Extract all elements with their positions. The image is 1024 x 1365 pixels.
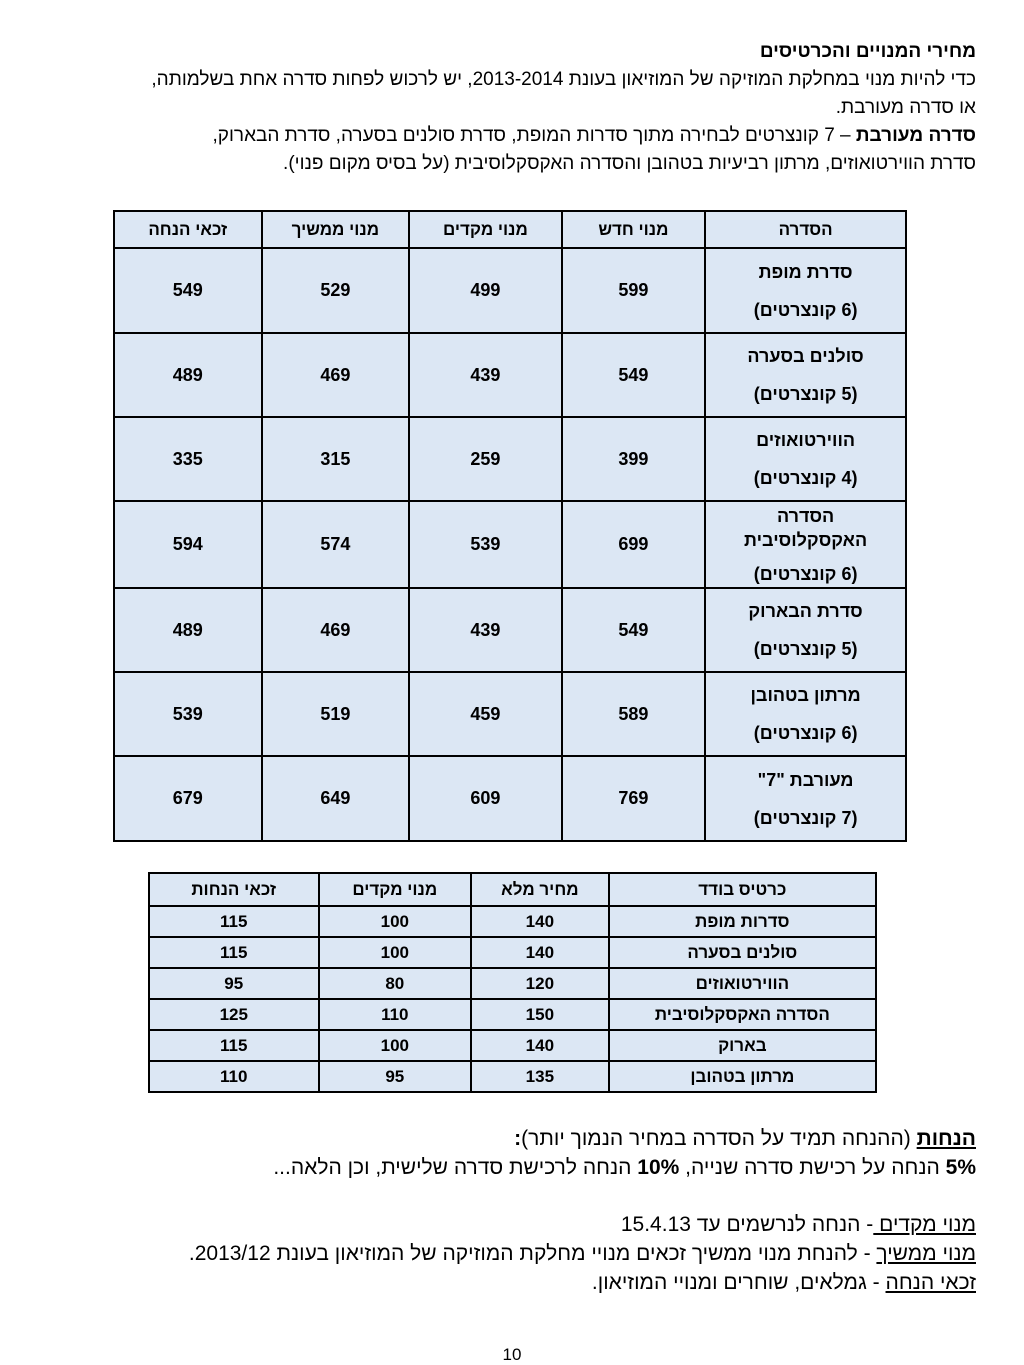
eligible-term: זכאי הנחה: [885, 1271, 976, 1294]
price-discount: 115: [149, 937, 319, 968]
price-discount: 549: [114, 248, 262, 333]
price-early: 100: [319, 906, 472, 937]
discount-5-pct: 5%: [945, 1156, 976, 1179]
price-early: 95: [319, 1061, 472, 1092]
series-cell: [705, 417, 906, 501]
eligible-definition: [36, 1268, 976, 1297]
price-discount: 115: [149, 906, 319, 937]
table-row: [114, 333, 906, 417]
discounts-title: הנחות: [916, 1127, 976, 1150]
subscription-prices-table: [113, 210, 907, 842]
table-row: [114, 756, 906, 841]
discounts-colon: :: [514, 1127, 522, 1150]
table-row: [149, 937, 876, 968]
price-full: 140: [471, 937, 609, 968]
table-row: [114, 501, 906, 588]
header-early-subscription: מנוי מקדים: [409, 211, 562, 248]
series-name: הסדרה האקסקלוסיבית: [744, 505, 868, 550]
price-early: 110: [319, 999, 472, 1030]
page-title: מחירי המנויים והכרטיסים: [759, 41, 976, 62]
series-cell: [705, 501, 906, 588]
renew-definition: [36, 1239, 976, 1268]
price-early: 100: [319, 937, 472, 968]
ticket-series-name: בארוק: [609, 1030, 876, 1061]
header-early-subscription: מנוי מקדים: [319, 873, 472, 906]
price-discount: 489: [114, 333, 262, 417]
price-full: 120: [471, 968, 609, 999]
mixed-series-term: סדרה מעורבת: [855, 125, 976, 146]
ticket-series-name: הסדרה האקסקלוסיבית: [609, 999, 876, 1030]
ticket-series-name: מרתון בטהובן: [609, 1061, 876, 1092]
price-new: 699: [562, 501, 706, 588]
table-row: [149, 1061, 876, 1092]
header-new-subscription: מנוי חדש: [562, 211, 706, 248]
intro-line-3: [36, 122, 976, 150]
price-new: 549: [562, 588, 706, 672]
price-full: 135: [471, 1061, 609, 1092]
price-renew: 649: [262, 756, 410, 841]
ticket-series-name: סולנים בסערה: [609, 937, 876, 968]
price-renew: 315: [262, 417, 410, 501]
early-term: מנוי מקדים: [873, 1213, 976, 1236]
price-renew: 469: [262, 333, 410, 417]
series-name: סדרת הבארוק: [748, 601, 863, 621]
series-cell: [705, 588, 906, 672]
intro-line-4: סדרת הווירטואוזים, מרתון רביעיות בטהובן והסדרה האקסקלוסיבית (על בסיס מקום פנוי).: [283, 153, 976, 174]
table-row: [114, 248, 906, 333]
price-discount: 335: [114, 417, 262, 501]
ticket-series-name: הווירטואוזים: [609, 968, 876, 999]
price-discount: 115: [149, 1030, 319, 1061]
price-discount: 679: [114, 756, 262, 841]
series-cell: [705, 333, 906, 417]
series-cell: [705, 248, 906, 333]
early-text: - הנחה לנרשמים עד 15.4.13: [620, 1213, 874, 1236]
table-row: [149, 1030, 876, 1061]
table-row: [114, 588, 906, 672]
price-new: 549: [562, 333, 706, 417]
discounts-line: [36, 1153, 976, 1182]
intro-line-2: או סדרה מעורבת.: [835, 97, 976, 118]
table-row: [114, 417, 906, 501]
early-definition: [36, 1210, 976, 1239]
price-new: 769: [562, 756, 706, 841]
price-renew: 574: [262, 501, 410, 588]
price-renew: 529: [262, 248, 410, 333]
price-new: 589: [562, 672, 706, 756]
discounts-paren: (ההנחה תמיד על הסדרה במחיר הנמוך יותר): [521, 1127, 917, 1150]
price-early: 439: [409, 588, 562, 672]
price-early: 539: [409, 501, 562, 588]
page-number: 10: [502, 1345, 522, 1364]
concert-count: (5 קונצרטים): [753, 384, 858, 404]
price-discount: 489: [114, 588, 262, 672]
concert-count: (4 קונצרטים): [753, 468, 858, 488]
single-ticket-prices-table: [148, 872, 877, 1093]
price-early: 259: [409, 417, 562, 501]
eligible-text: - גמלאים, שוחרים ומנויי המוזיאון.: [591, 1271, 886, 1294]
price-early: 439: [409, 333, 562, 417]
header-full-price: מחיר מלא: [471, 873, 609, 906]
table-header-row: [149, 873, 876, 906]
renew-term: מנוי ממשיך: [876, 1242, 976, 1265]
table-header-row: [114, 211, 906, 248]
discounts-heading-line: [36, 1124, 976, 1153]
header-single-ticket: כרטיס בודד: [609, 873, 876, 906]
table-row: [149, 906, 876, 937]
renew-text: - להנחת מנוי ממשיך זכאים מנויי מחלקת המוזיקה של המוזיאון בעונת 2013/12.: [188, 1242, 877, 1265]
price-discount: 539: [114, 672, 262, 756]
price-full: 140: [471, 1030, 609, 1061]
series-name: סולנים בסערה: [747, 346, 864, 366]
price-discount: 125: [149, 999, 319, 1030]
series-name: מרתון בטהובן: [750, 685, 861, 705]
series-cell: [705, 672, 906, 756]
series-name: סדרת מופת: [758, 261, 853, 282]
price-discount: 95: [149, 968, 319, 999]
concert-count: (5 קונצרטים): [753, 639, 858, 659]
ticket-series-name: סדרות מופת: [609, 906, 876, 937]
price-full: 150: [471, 999, 609, 1030]
price-full: 140: [471, 906, 609, 937]
series-name: הווירטואוזים: [756, 430, 856, 450]
price-discount: 594: [114, 501, 262, 588]
price-early: 499: [409, 248, 562, 333]
header-series: הסדרה: [705, 211, 906, 248]
price-new: 599: [562, 248, 706, 333]
table-row: [149, 968, 876, 999]
concert-count: (6 קונצרטים): [753, 563, 858, 584]
discount-5-text: הנחה על רכישת סדרה שנייה,: [679, 1156, 946, 1179]
discount-10-pct: 10%: [637, 1156, 680, 1179]
price-renew: 469: [262, 588, 410, 672]
price-discount: 110: [149, 1061, 319, 1092]
concert-count: (6 קונצרטים): [753, 723, 858, 743]
series-cell: [705, 756, 906, 841]
concert-count: (7 קונצרטים): [753, 807, 858, 828]
notes-section: [36, 1124, 976, 1297]
concert-count: (6 קונצרטים): [753, 299, 858, 320]
intro-section: [36, 38, 976, 178]
price-early: 100: [319, 1030, 472, 1061]
series-name: מעורבת "7": [757, 769, 854, 790]
intro-line-1: כדי להיות מנוי במחלקת המוזיקה של המוזיאון בעונת 2013-2014, יש לרכוש לפחות סדרה אחת בשלמותה,: [151, 69, 976, 90]
header-discount-eligible: זכאי הנחה: [114, 211, 262, 248]
price-new: 399: [562, 417, 706, 501]
header-discount-eligible: זכאי הנחות: [149, 873, 319, 906]
price-early: 609: [409, 756, 562, 841]
price-early: 459: [409, 672, 562, 756]
table-row: [114, 672, 906, 756]
price-early: 80: [319, 968, 472, 999]
discount-10-text: הנחה לרכישת סדרה שלישית, וכן הלאה...: [273, 1156, 638, 1179]
header-renewing-subscription: מנוי ממשיך: [262, 211, 410, 248]
price-renew: 519: [262, 672, 410, 756]
table-row: [149, 999, 876, 1030]
mixed-series-text: – 7 קונצרטים לבחירה מתוך סדרות המופת, סדרת סולנים בסערה, סדרת הבארוק,: [212, 125, 856, 146]
